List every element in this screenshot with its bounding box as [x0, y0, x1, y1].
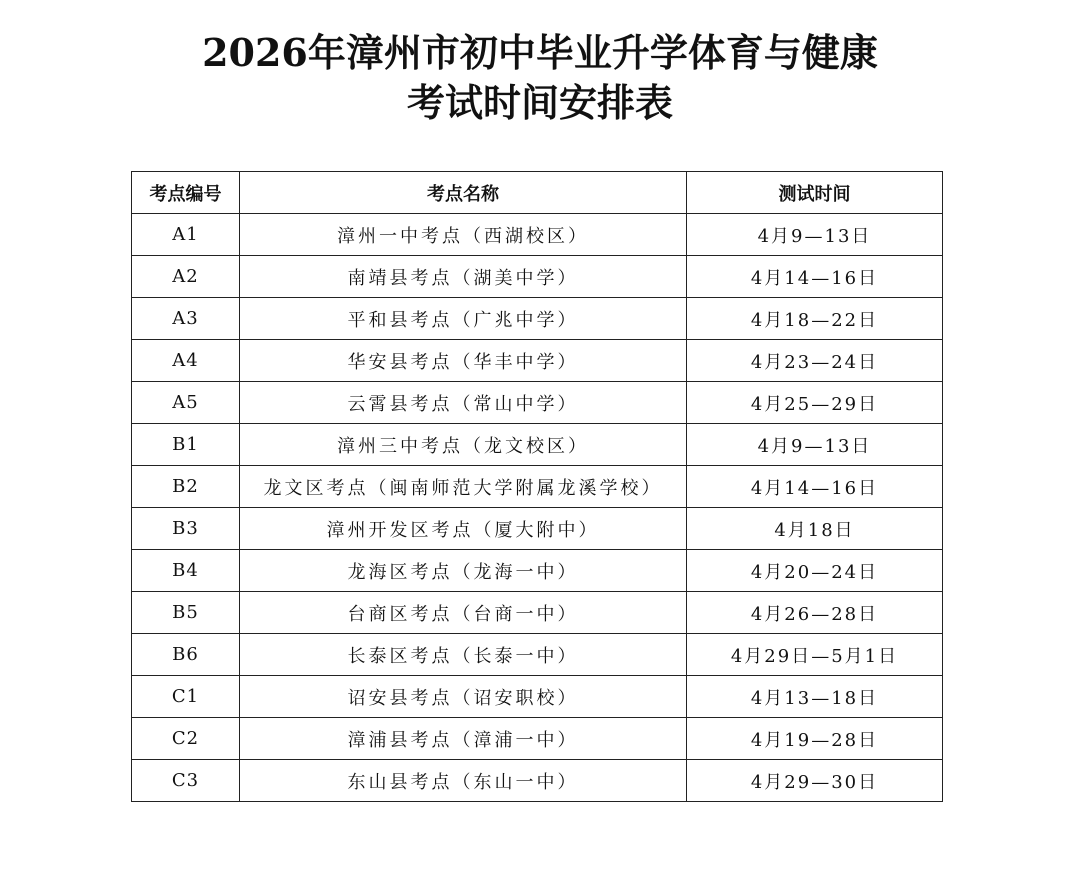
site-id-cell: C1 [132, 676, 240, 718]
test-time-cell: 4月29日—5月1日 [687, 634, 943, 676]
table-row [132, 214, 943, 256]
table-row [132, 676, 943, 718]
site-id-cell: B2 [132, 466, 240, 508]
table-body [132, 214, 943, 802]
site-name-cell: 东山县考点（东山一中） [240, 760, 687, 802]
site-name-cell: 漳浦县考点（漳浦一中） [240, 718, 687, 760]
table-row [132, 382, 943, 424]
site-name-cell: 诏安县考点（诏安职校） [240, 676, 687, 718]
test-time-cell: 4月26—28日 [687, 592, 943, 634]
table-row [132, 550, 943, 592]
table-row [132, 298, 943, 340]
site-name-cell: 漳州开发区考点（厦大附中） [240, 508, 687, 550]
site-name-cell: 台商区考点（台商一中） [240, 592, 687, 634]
site-id-cell: B4 [132, 550, 240, 592]
table-row [132, 466, 943, 508]
table-row [132, 592, 943, 634]
site-id-cell: C2 [132, 718, 240, 760]
site-id-cell: A3 [132, 298, 240, 340]
test-time-cell: 4月18—22日 [687, 298, 943, 340]
table-row [132, 340, 943, 382]
table-row [132, 424, 943, 466]
site-id-cell: B3 [132, 508, 240, 550]
site-name-cell: 南靖县考点（湖美中学） [240, 256, 687, 298]
page-title-line-1: 2026年漳州市初中毕业升学体育与健康 [202, 30, 878, 75]
table-row [132, 256, 943, 298]
site-name-cell: 漳州一中考点（西湖校区） [240, 214, 687, 256]
site-id-cell: A2 [132, 256, 240, 298]
test-time-cell: 4月29—30日 [687, 760, 943, 802]
site-id-cell: B5 [132, 592, 240, 634]
site-id-cell: B6 [132, 634, 240, 676]
site-name-cell: 龙海区考点（龙海一中） [240, 550, 687, 592]
test-time-cell: 4月25—29日 [687, 382, 943, 424]
table-row [132, 634, 943, 676]
table-row [132, 760, 943, 802]
site-name-cell: 龙文区考点（闽南师范大学附属龙溪学校） [240, 466, 687, 508]
test-time-cell: 4月20—24日 [687, 550, 943, 592]
site-id-cell: B1 [132, 424, 240, 466]
test-time-cell: 4月9—13日 [687, 424, 943, 466]
header-site-name: 考点名称 [240, 172, 687, 214]
test-time-cell: 4月14—16日 [687, 466, 943, 508]
test-time-cell: 4月9—13日 [687, 214, 943, 256]
test-time-cell: 4月19—28日 [687, 718, 943, 760]
site-id-cell: A4 [132, 340, 240, 382]
site-name-cell: 长泰区考点（长泰一中） [240, 634, 687, 676]
test-time-cell: 4月13—18日 [687, 676, 943, 718]
header-test-time: 测试时间 [687, 172, 943, 214]
site-id-cell: A1 [132, 214, 240, 256]
site-name-cell: 漳州三中考点（龙文校区） [240, 424, 687, 466]
site-name-cell: 平和县考点（广兆中学） [240, 298, 687, 340]
exam-schedule-table [131, 171, 943, 802]
site-name-cell: 云霄县考点（常山中学） [240, 382, 687, 424]
site-id-cell: C3 [132, 760, 240, 802]
site-name-cell: 华安县考点（华丰中学） [240, 340, 687, 382]
header-site-id: 考点编号 [132, 172, 240, 214]
test-time-cell: 4月23—24日 [687, 340, 943, 382]
site-id-cell: A5 [132, 382, 240, 424]
table-row [132, 718, 943, 760]
test-time-cell: 4月14—16日 [687, 256, 943, 298]
test-time-cell: 4月18日 [687, 508, 943, 550]
table-row [132, 508, 943, 550]
table-header-row [132, 172, 943, 214]
page-title-line-2: 考试时间安排表 [406, 80, 673, 125]
